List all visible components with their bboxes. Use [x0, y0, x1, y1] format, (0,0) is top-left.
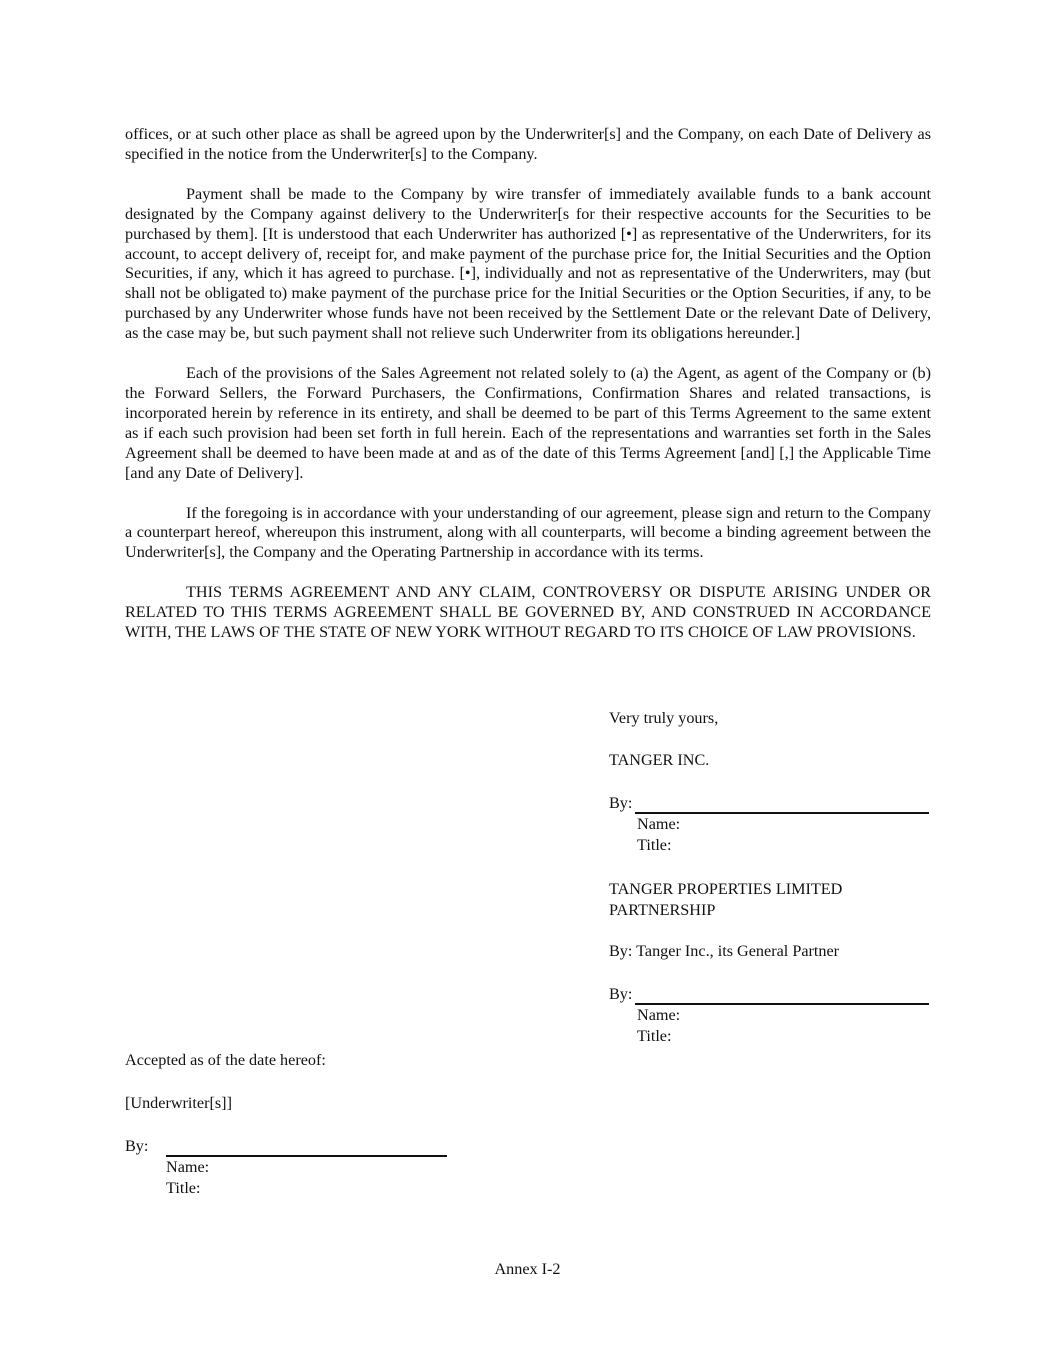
signatory-details	[125, 1157, 447, 1199]
signatory-details	[609, 1005, 939, 1047]
paragraph-provisions: Each of the provisions of the Sales Agreement not related solely to (a) the Agent, as agent of the Company or (b) the Forward Sellers, the Forward Purchasers, the Confirmations, Confirmation Shares and related transactions, is incorporated herein by reference in its entirety, and shall be deemed to be part of this Terms Agreement to the same extent as if each such provision had been set forth in full herein. Each of the representations and warranties set forth in the Sales Agreement shall be deemed to have been made at and as of the date of this Terms Agreement [and] [,] the Applicable Time [and any Date of Delivery].	[125, 364, 931, 482]
general-partner-text: By: Tanger Inc., its General Partner	[609, 942, 840, 960]
signature-line-tanger-inc	[609, 793, 939, 856]
name-label: Name:	[637, 1006, 681, 1024]
name-label: Name:	[166, 1158, 210, 1176]
body-text	[125, 125, 931, 663]
by-label: By:	[609, 794, 633, 812]
title-label: Title:	[637, 1027, 672, 1045]
by-label: By:	[609, 985, 633, 1003]
company-name-tanger-inc: TANGER INC.	[609, 751, 710, 769]
accepted-text: Accepted as of the date hereof:	[125, 1051, 326, 1069]
signature-underline	[166, 1139, 447, 1157]
signature-line-underwriter	[125, 1136, 447, 1199]
paragraph-governing-law: THIS TERMS AGREEMENT AND ANY CLAIM, CONTROVERSY OR DISPUTE ARISING UNDER OR RELATED TO THIS TERMS AGREEMENT SHALL BE GOVERNED BY, AND CONSTRUED IN ACCORDANCE WITH, THE LAWS OF THE STATE OF NEW YORK WITHOUT REGARD TO ITS CHOICE OF LAW PROVISIONS.	[125, 583, 931, 642]
signature-underline	[635, 796, 929, 814]
name-label: Name:	[637, 815, 681, 833]
title-label: Title:	[166, 1179, 201, 1197]
paragraph-payment: Payment shall be made to the Company by wire transfer of immediately available funds to a bank account designated by the Company against delivery to the Underwriter[s for their respective accounts for the Securities to be purchased by them]. [It is understood that each Underwriter has authorized [•] as representative of the Underwriters, for its account, to accept delivery of, receipt for, and make payment of the purchase price for, the Initial Securities and the Option Securities, if any, which it has agreed to purchase. [•], individually and not as representative of the Underwriters, may (but shall not be obligated to) make payment of the purchase price for the Initial Securities or the Option Securities, if any, to be purchased by any Underwriter whose funds have not been received by the Settlement Date or the relevant Date of Delivery, as the case may be, but such payment shall not relieve such Underwriter from its obligations hereunder.]	[125, 184, 931, 343]
signature-underline	[635, 987, 929, 1005]
closing-text: Very truly yours,	[609, 709, 719, 727]
paragraph-foregoing: If the foregoing is in accordance with your understanding of our agreement, please sign and return to the Company a counterpart hereof, whereupon this instrument, along with all counterparts, will become a binding agreement between the Underwriter[s], the Company and the Operating Partnership in accordance with its terms.	[125, 503, 931, 562]
title-label: Title:	[637, 836, 672, 854]
company-name-tanger-properties	[609, 879, 939, 921]
signatory-details	[609, 814, 939, 856]
signature-line-partnership	[609, 984, 939, 1047]
page-footer: Annex I-2	[494, 1260, 561, 1278]
by-label: By:	[125, 1137, 149, 1155]
company-name-line2: PARTNERSHIP	[609, 901, 716, 919]
paragraph-delivery: offices, or at such other place as shall be agreed upon by the Underwriter[s] and the Company, on each Date of Delivery as specified in the notice from the Underwriter[s] to the Company.	[125, 125, 931, 163]
underwriter-placeholder: [Underwriter[s]]	[125, 1094, 232, 1112]
company-name-line1: TANGER PROPERTIES LIMITED	[609, 880, 843, 898]
